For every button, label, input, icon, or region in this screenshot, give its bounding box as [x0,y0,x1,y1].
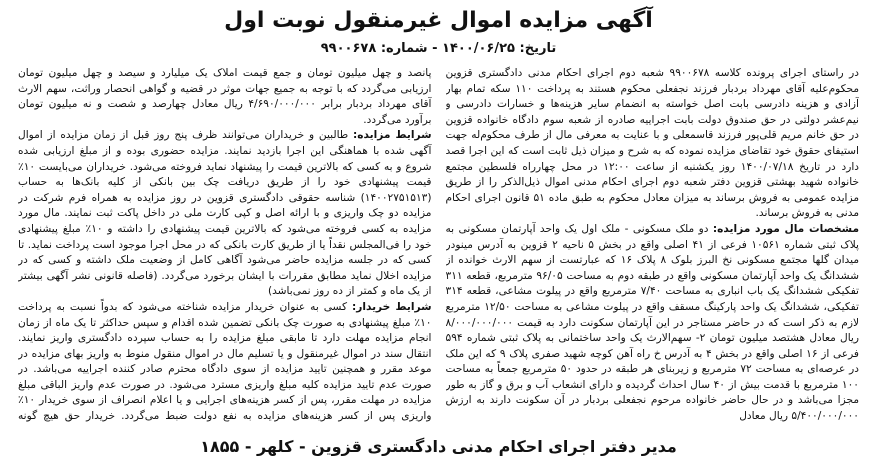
auction-conditions-text: طالبین و خریداران می‌توانند ظرف پنج روز قبل از زمان مزایده از اموال آگهی شده با هماهنگی این اجرا بازدید نمایند. مزایده حضوری بوده و از مبلغ ارزیابی شده شروع و به کسی که بالاترین قیمت را پیشنهاد نماید فروخته می‌شود. خریداران می‌بایست ۱۰٪ قیمت پیشنهادی خود را از طریق دریافت چک بین بانکی از کلیه بانک‌ها به حساب (۱۴۰۰۲۷۵۱۵۱۳) شناسه حقوقی دادگستری قزوین در روز مزایده به همراه فرم شرکت در مزایده دو چک واریزی و با ارائه اصل و کپی کارت ملی در داخل پاکت ثبت نمایند. مال مورد مزایده به کسی فروخته می‌شود که بالاترین قیمت پیشنهادی را داشته و ۱۰٪ مبلغ پیشنهادی خود را فی‌المجلس نقداً یا از طریق کارت بانکی که در محل اجرا موجود است پرداخت نماید. تا کسی که در جلسه مزایده حاضر می‌شود آگاهی کامل از وضعیت ملک داشته و کسی که در مزایده اخلال نماید مطابق مقررات با ایشان برخورد می‌گردد. (فاصله قانونی نشر آگهی بیشتر از یک ماه و کمتر از ده روز نمی‌باشد) [18,129,432,298]
signature-line: مدیر دفتر اجرای احکام مدنی دادگستری قزوین - کلهر - ۱۸۵۵ [200,437,677,456]
notice-title: آگهی مزایده اموال غیرمنقول نوبت اول [224,8,653,33]
date-and-number: تاریخ: ۱۴۰۰/۰۶/۲۵ - شماره: ۹۹۰۰۶۷۸ [320,41,557,56]
auction-conditions-label: شرایط مزایده: [353,129,432,142]
buyer-conditions-label: شرایط خریدار: [351,300,432,313]
buyer-conditions [18,300,432,426]
buyer-conditions-text: کسی به عنوان خریدار مزایده شناخته می‌شود که بدواً نسبت به پرداخت ۱۰٪ مبلغ پیشنهادی به صورت چک بانکی تضمین شده اقدام و سپس حداکثر تا یک ماه از زمان انجام مزایده مهلت دارد تا مابقی مبلغ مزایده را به حساب سپرده دادگستری واریز نمایند. انتقال سند در اموال غیرمنقول و یا تسلیم مال در اموال منقول منوط به واریز بهای مزایده در موعد مقرر و همچنین تایید مزایده از سوی دادگاه محترم صادر کننده اجراییه می‌باشد. در صورت عدم تایید مزایده کلیه مبلغ واریزی مسترد می‌شود. در صورت عدم واریز الباقی مبلغ مزایده در مهلت مقرر، پس از کسر هزینه‌های اجرایی و یا اعلام انصراف از سوی خریدار ۱۰٪ واریزی پس از کسر هزینه‌های مزایده به نفع دولت ضبط می‌گردد. خریدار حق هیچ گونه [18,300,432,423]
case-paragraph: در راستای اجرای پرونده کلاسه ۹۹۰۰۶۷۸ شعبه دوم اجرای احکام مدنی دادگستری قزوین محکوم‌علیه آقای مهرداد بردبار فرزند نجفعلی محکوم هستند به پرداخت ۱۱۰ سکه تمام بهار آزادی و هزینه دادرسی بابت اصل خواسته به انضمام سایر هزینه‌ها و خسارات دادرسی و نیم‌عشر دولتی در حق صندوق دولت بابت اجراییه صادره از شعبه سوم دادگاه خانواده قزوین در حق خانم مریم قلی‌پور فرزند قاسمعلی و با عنایت به معرفی مال از طرف محکوم‌له جهت استیفای حقوق خود تقاضای مزایده نموده که به شرح و میزان ذیل ثابت است که این اجرا قصد دارد در تاریخ ۱۴۰۰/۰۷/۱۸ روز یکشنبه از ساعت ۱۲:۰۰ در محل چهارراه فلسطین مجتمع خانواده شهید بهشتی قزوین دفتر شعبه دوم اجرای احکام مدنی اموال ذیل‌الذکر را از طریق مزایده عمومی به فروش برساند به میزان معادل محکوم به طبق ماده ۵۱ قانون اجرای احکام مدنی به فروش برساند. [445,67,859,220]
notice-body [18,66,859,426]
property-label: مشخصات مال مورد مزایده: [712,222,859,235]
auction-conditions [18,128,432,300]
property-text: دو ملک مسکونی - ملک اول یک واحد آپارتمان مسکونی به پلاک ثبتی شماره ۱۰۵۶۱ فرعی از ۴۱ اصلی واقع در بخش ۵ ناحیه ۲ قزوین به آدرس مینودر میدان گلها مجتمع مسکونی نخ البرز بلوک ۸ پلاک ۱۶ که عبارتست از سهم الارث خوانده از ششدانگ یک واحد آپارتمان مسکونی واقع در طبقه دوم به مساحت ۹۶/۰۵ مترمربع، قطعه ۳۱۱ تفکیکی ششدانگ یک باب انباری به مساحت ۷/۴۰ مترمربع واقع در پیلوت مشاعی، قطعه ۳۱۴ تفکیکی، ششدانگ یک واحد پارکینگ مسقف واقع در پیلوت مشاعی به مساحت ۱۲/۵۰ مترمربع لازم به ذکر است که در حاضر مستاجر در این آپارتمان سکونت دارد به قیمت ۸/۰۰۰/۰۰۰/۰۰۰ ریال معادل هشتصد میلیون تومان ۲- سهم‌الارث یک واحد ساختمانی به پلاک ثبتی شماره ۵۹۴ فرعی از ۱۶ اصلی واقع در بخش ۴ به آدرس خ راه آهن کوچه شهید صفری پلاک ۹ که این ملک در عرصه‌ای به مساحت ۷۲ مترمربع و زیربنای هر طبقه در حدود ۵۰ مترمربع جمعاً به مساحت ۱۰۰ مترمربع با قدمت بیش از ۴۰ سال احداث گردیده و دارای انشعاب آب و برق و گاز به طور مجزا می‌باشد و در حال حاضر خانواده مرحوم نجفعلی بردبار در آن سکونت دارند به ارزش ۵/۴۰۰/۰۰۰/۰۰۰ ریال معادل [445,222,859,423]
property-description [446,222,860,425]
valuation-paragraph: پانصد و چهل میلیون تومان و جمع قیمت املاک یک میلیارد و سیصد و چهل میلیون تومان ارزیابی می‌گردد که با توجه به جمیع جهات موثر در قضیه و گواهی انحصار وراثت، سهم الارث آقای مهرداد بردبار برابر ۴/۶۹۰/۰۰۰/۰۰۰ ریال معادل چهارصد و شصت و نه میلیون تومان برآورد می‌گردد. [18,67,432,126]
left-column [18,66,432,426]
right-column [446,66,860,426]
